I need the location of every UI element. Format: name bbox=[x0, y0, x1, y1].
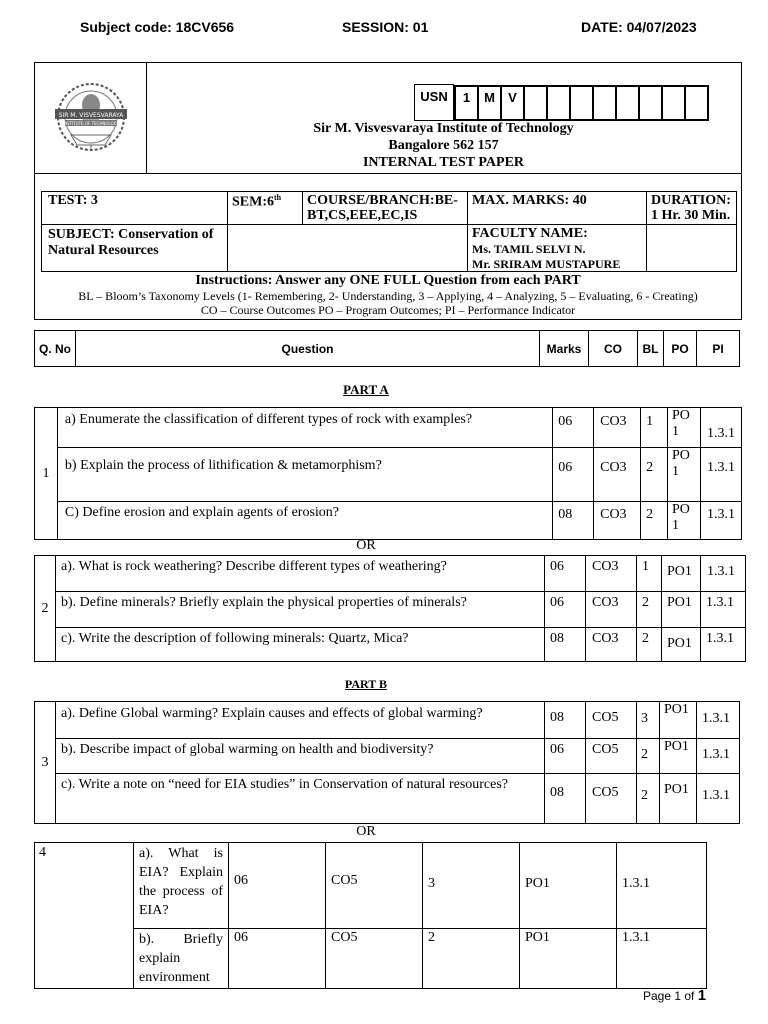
usn-label: USN bbox=[415, 85, 454, 121]
pi: 1.3.1 bbox=[701, 502, 742, 540]
semester-suffix: th bbox=[274, 193, 282, 202]
question-text: b). Describe impact of global warming on health and biodiversity? bbox=[56, 739, 545, 774]
col-pi: PI bbox=[697, 331, 740, 367]
part-b-heading: PART B bbox=[344, 677, 388, 691]
pi: 1.3.1 bbox=[701, 556, 746, 592]
usn-char bbox=[685, 86, 708, 120]
institute-header bbox=[34, 62, 742, 174]
table-row bbox=[35, 702, 740, 739]
faculty bbox=[468, 225, 647, 272]
marks: 08 bbox=[545, 702, 586, 739]
co: CO3 bbox=[586, 556, 637, 592]
faculty-name-1: Ms. TAMIL SELVI N. bbox=[472, 242, 586, 256]
po: PO1 bbox=[668, 408, 701, 448]
blank-cell bbox=[647, 225, 737, 272]
marks: 06 bbox=[545, 556, 586, 592]
question-2-table bbox=[34, 555, 746, 662]
marks: 06 bbox=[545, 739, 586, 774]
bl: 3 bbox=[637, 702, 660, 739]
page-footer bbox=[643, 987, 706, 1004]
col-question: Question bbox=[76, 331, 540, 367]
semester bbox=[228, 192, 303, 225]
faculty-name-2: Mr. SRIRAM MUSTAPURE bbox=[472, 257, 621, 271]
usn-char bbox=[570, 86, 593, 120]
max-marks: MAX. MARKS: 40 bbox=[468, 192, 647, 225]
logo-cell bbox=[35, 63, 147, 173]
column-header bbox=[34, 330, 740, 367]
po: PO1 bbox=[668, 448, 701, 502]
bl: 2 bbox=[637, 739, 660, 774]
table-row bbox=[35, 408, 742, 448]
marks: 06 bbox=[553, 448, 594, 502]
semester-text: SEM:6 bbox=[232, 194, 274, 210]
instructions-co: CO – Course Outcomes PO – Program Outcomes; PI – Performance Indicator bbox=[200, 303, 576, 317]
col-co: CO bbox=[589, 331, 638, 367]
bl: 3 bbox=[423, 843, 520, 929]
marks: 08 bbox=[553, 502, 594, 540]
po: PO1 bbox=[662, 628, 701, 662]
po: PO1 bbox=[660, 774, 697, 824]
table-row bbox=[35, 556, 746, 592]
table-row bbox=[35, 739, 740, 774]
col-po: PO bbox=[664, 331, 697, 367]
po: PO1 bbox=[662, 592, 701, 628]
info-section bbox=[34, 172, 742, 320]
question-1-table bbox=[34, 407, 742, 540]
co: CO3 bbox=[586, 592, 637, 628]
usn-char bbox=[639, 86, 662, 120]
paper-title: INTERNAL TEST PAPER bbox=[362, 155, 525, 170]
marks: 06 bbox=[545, 592, 586, 628]
question-number: 3 bbox=[35, 702, 56, 824]
faculty-label: FACULTY NAME: bbox=[472, 226, 588, 241]
question-text: b). Define minerals? Briefly explain the physical properties of minerals? bbox=[56, 592, 545, 628]
co: CO3 bbox=[586, 628, 637, 662]
usn-char bbox=[547, 86, 570, 120]
usn-char bbox=[524, 86, 547, 120]
co: CO3 bbox=[594, 502, 641, 540]
table-row bbox=[35, 628, 746, 662]
pi: 1.3.1 bbox=[697, 774, 740, 824]
marks: 06 bbox=[229, 929, 326, 989]
question-text: a). What is rock weathering? Describe different types of weathering? bbox=[56, 556, 545, 592]
question-text: c). Write a note on “need for EIA studies” in Conservation of natural resources? bbox=[56, 774, 545, 824]
co: CO3 bbox=[594, 408, 641, 448]
instructions-title: Instructions: Answer any ONE FULL Question from each PART bbox=[195, 273, 581, 288]
bl: 2 bbox=[637, 628, 662, 662]
logo-subtext: INSTITUTE OF TECHNOLOGY bbox=[62, 121, 120, 126]
subject-code: Subject code: 18CV656 bbox=[80, 19, 235, 35]
col-bl: BL bbox=[638, 331, 664, 367]
question-text: c). Write the description of following minerals: Quartz, Mica? bbox=[56, 628, 545, 662]
question-3-table bbox=[34, 701, 740, 824]
institute-city: Bangalore 562 157 bbox=[388, 138, 499, 153]
pi: 1.3.1 bbox=[697, 702, 740, 739]
question-text: C) Define erosion and explain agents of erosion? bbox=[57, 502, 552, 540]
question-number: 4 bbox=[35, 843, 134, 989]
page-label: Page 1 of bbox=[643, 989, 698, 1003]
po: PO1 bbox=[660, 739, 697, 774]
question-text: b) Explain the process of lithification & metamorphism? bbox=[57, 448, 552, 502]
usn-char: 1 bbox=[455, 86, 478, 120]
marks: 08 bbox=[545, 774, 586, 824]
course-branch: COURSE/BRANCH:BE-BT,CS,EEE,EC,IS bbox=[303, 192, 468, 225]
po: PO1 bbox=[668, 502, 701, 540]
marks: 08 bbox=[545, 628, 586, 662]
co: CO5 bbox=[326, 929, 423, 989]
usn-table bbox=[414, 84, 709, 121]
po: PO1 bbox=[660, 702, 697, 739]
po: PO1 bbox=[662, 556, 701, 592]
co: CO3 bbox=[594, 448, 641, 502]
question-number: 1 bbox=[35, 408, 58, 540]
date: DATE: 04/07/2023 bbox=[581, 19, 697, 35]
table-row bbox=[35, 502, 742, 540]
usn-char bbox=[616, 86, 639, 120]
usn-char bbox=[662, 86, 685, 120]
co: CO5 bbox=[586, 774, 637, 824]
table-row bbox=[35, 843, 707, 929]
bl: 1 bbox=[641, 408, 668, 448]
marks: 06 bbox=[553, 408, 594, 448]
co: CO5 bbox=[586, 739, 637, 774]
pi: 1.3.1 bbox=[701, 592, 746, 628]
bl: 2 bbox=[423, 929, 520, 989]
question-text: a). What is EIA? Explain the process of EIA? bbox=[134, 843, 229, 929]
instructions-bl: BL – Bloom’s Taxonomy Levels (1- Remembering, 2- Understanding, 3 – Applying, 4 – Analyzing, 5 – Evaluating, 6 - Creating) bbox=[78, 289, 698, 303]
po: PO1 bbox=[520, 843, 617, 929]
question-text: a). Define Global warming? Explain causes and effects of global warming? bbox=[56, 702, 545, 739]
pi: 1.3.1 bbox=[617, 929, 707, 989]
usn-box bbox=[454, 85, 710, 121]
page-total: 1 bbox=[697, 987, 707, 1004]
table-row bbox=[35, 774, 740, 824]
bl: 2 bbox=[637, 592, 662, 628]
duration: DURATION: 1 Hr. 30 Min. bbox=[647, 192, 737, 225]
or-separator: OR bbox=[356, 824, 376, 839]
info-table bbox=[41, 191, 737, 272]
bl: 2 bbox=[637, 774, 660, 824]
pi: 1.3.1 bbox=[701, 408, 742, 448]
bl: 2 bbox=[641, 448, 668, 502]
pi: 1.3.1 bbox=[617, 843, 707, 929]
bl: 1 bbox=[637, 556, 662, 592]
usn-char: M bbox=[478, 86, 501, 120]
or-separator: OR bbox=[356, 538, 376, 553]
usn-char: V bbox=[501, 86, 524, 120]
col-marks: Marks bbox=[540, 331, 589, 367]
question-text: a) Enumerate the classification of different types of rock with examples? bbox=[57, 408, 552, 448]
table-row bbox=[35, 929, 707, 989]
table-row bbox=[35, 592, 746, 628]
bl: 2 bbox=[641, 502, 668, 540]
pi: 1.3.1 bbox=[701, 448, 742, 502]
table-row bbox=[35, 448, 742, 502]
subject-name: SUBJECT: Conservation of Natural Resources bbox=[42, 225, 228, 272]
question-4-table bbox=[34, 842, 707, 989]
po: PO1 bbox=[520, 929, 617, 989]
pi: 1.3.1 bbox=[697, 739, 740, 774]
col-qno: Q. No bbox=[35, 331, 76, 367]
blank-cell bbox=[228, 225, 468, 272]
institute-logo bbox=[51, 81, 131, 157]
co: CO5 bbox=[586, 702, 637, 739]
co: CO5 bbox=[326, 843, 423, 929]
question-number: 2 bbox=[35, 556, 56, 662]
pi: 1.3.1 bbox=[701, 628, 746, 662]
institute-name: Sir M. Visvesvaraya Institute of Technology bbox=[313, 121, 574, 136]
question-text: b). Briefly explain environment bbox=[134, 929, 229, 989]
part-a-heading: PART A bbox=[343, 382, 389, 397]
marks: 06 bbox=[229, 843, 326, 929]
test-number: TEST: 3 bbox=[42, 192, 228, 225]
logo-text: SIR M. VISVESVARAYA bbox=[58, 112, 124, 119]
session: SESSION: 01 bbox=[342, 19, 429, 35]
usn-char bbox=[593, 86, 616, 120]
